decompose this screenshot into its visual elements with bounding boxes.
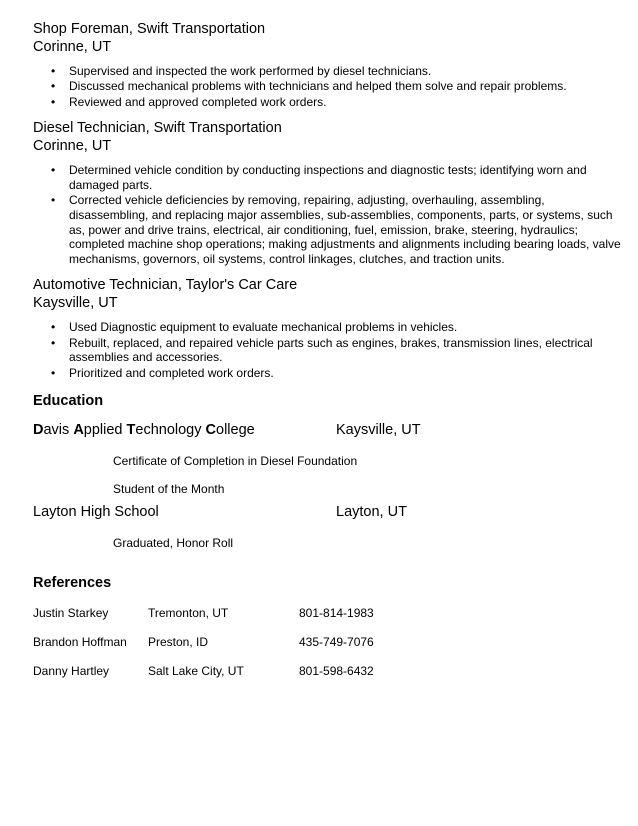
reference-phone: 801-598-6432 [299, 664, 374, 679]
reference-phone: 435-749-7076 [299, 635, 374, 650]
school-location: Kaysville, UT [336, 422, 421, 439]
job-title: Shop Foreman, Swift Transportation [33, 21, 266, 37]
job-location: Corinne, UT [33, 138, 112, 155]
bullet-item: • Rebuilt, replaced, and repaired vehicle parts such as engines, brakes, transmission lines, electrical assemblies and accessories. [69, 336, 623, 365]
reference-phone: 801-814-1983 [299, 606, 374, 621]
job-location: Corinne, UT [33, 39, 112, 55]
school-row [33, 421, 623, 439]
references-heading: References [33, 575, 112, 592]
reference-city: Salt Lake City, UT [148, 664, 244, 679]
reference-city: Tremonton, UT [148, 606, 229, 621]
reference-row [33, 664, 623, 678]
bullet-item: • Reviewed and approved completed work orders. [69, 95, 623, 110]
education-detail: Graduated, Honor Roll [113, 536, 234, 551]
job-bullets [33, 163, 623, 266]
education-detail: Certificate of Completion in Diesel Foundation [113, 454, 358, 469]
education-heading: Education [33, 393, 104, 410]
job-title: Automotive Technician, Taylor's Car Care [33, 277, 298, 294]
reference-row [33, 635, 623, 649]
job-entry [33, 276, 623, 380]
school-name: Layton High School [33, 504, 159, 521]
job-bullets [33, 64, 623, 109]
job-title: Diesel Technician, Swift Transportation [33, 120, 282, 137]
reference-row [33, 606, 623, 620]
school-name: Davis Applied Technology College [33, 422, 255, 439]
job-location: Kaysville, UT [33, 295, 118, 312]
school-location: Layton, UT [336, 504, 407, 521]
bullet-item: • Prioritized and completed work orders. [69, 366, 623, 381]
school-row [33, 503, 623, 521]
bullet-item: • Discussed mechanical problems with technicians and helped them solve and repair problems. [69, 79, 623, 94]
job-entry [33, 119, 623, 266]
reference-city: Preston, ID [148, 635, 209, 650]
bullet-item: • Corrected vehicle deficiencies by removing, repairing, adjusting, overhauling, assembling, disassembling, and replacing major assemblies, sub-assemblies, components, parts, or systems, such as, power and drive trains, electrical, air conditioning, fuel, emission, brake, steering, hydraulics; completed machine shop operations; making adjustments and alignments including bearing loads, valve mechanisms, governors, oil systems, control linkages, clutches, and traction units. [69, 193, 623, 266]
job-bullets [33, 320, 623, 380]
reference-name: Danny Hartley [33, 664, 110, 679]
reference-name: Brandon Hoffman [33, 635, 127, 650]
job-entry [33, 20, 623, 109]
bullet-item: • Used Diagnostic equipment to evaluate mechanical problems in vehicles. [69, 320, 623, 335]
resume-page [33, 20, 623, 678]
bullet-item: • Supervised and inspected the work performed by diesel technicians. [69, 64, 623, 79]
reference-name: Justin Starkey [33, 606, 109, 621]
bullet-item: • Determined vehicle condition by conducting inspections and diagnostic tests; identifying worn and damaged parts. [69, 163, 623, 192]
education-detail: Student of the Month [113, 482, 225, 497]
